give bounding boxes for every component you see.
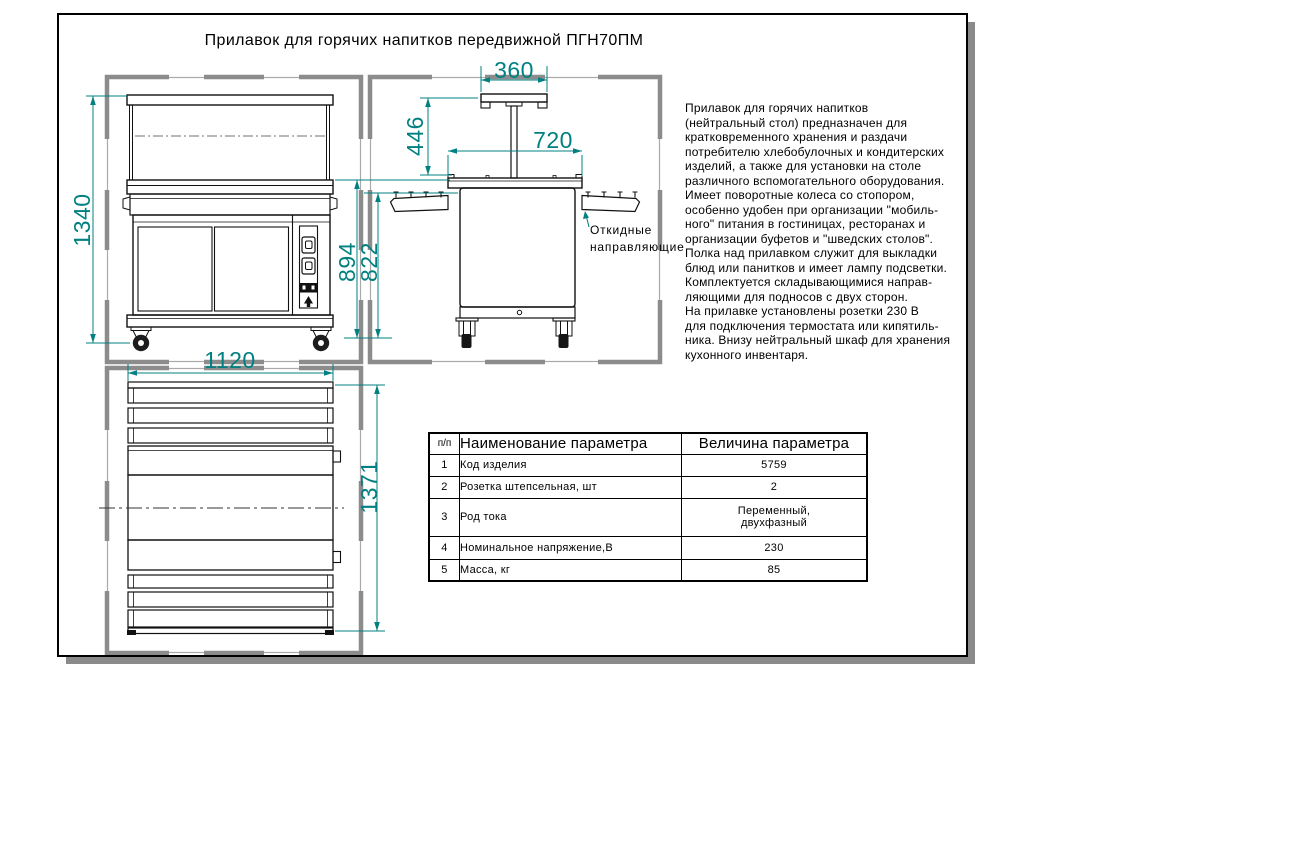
params-table bbox=[428, 432, 868, 582]
rails-callout-line1: Откидные bbox=[590, 223, 653, 237]
page-title: Прилавок для горячих напитков передвижной ПГН70ПМ bbox=[204, 32, 644, 49]
description-line: Имеет поворотные колеса со стопором, bbox=[685, 188, 915, 202]
description-line: особенно удобен при организации "мобиль- bbox=[685, 202, 939, 217]
dim-shelf-post-height bbox=[420, 98, 478, 175]
table-row: 2 Розетка штепсельная, шт 2 bbox=[429, 476, 867, 498]
counter-top-profile bbox=[448, 178, 582, 188]
body-profile bbox=[460, 188, 575, 307]
description-line: ника. Внизу нейтральный шкаф для хранения bbox=[685, 333, 951, 347]
description-line: кухонного инвентаря. bbox=[685, 347, 809, 362]
description-line: (нейтральный стол) предназначен для bbox=[685, 115, 908, 130]
description-line: Полка над прилавком служит для выкладки bbox=[685, 246, 938, 260]
dim-label-1120: 1120 bbox=[204, 347, 256, 373]
counter-edge-band2 bbox=[128, 540, 333, 570]
rail-slats-bottom bbox=[128, 575, 333, 627]
description-line: потребителю хлебобулочных и кондитерских bbox=[685, 144, 945, 159]
canopy-post-left bbox=[130, 105, 133, 180]
rails-callout-arrow bbox=[583, 211, 589, 227]
description-line: ляющими для подносов с двух сторон. bbox=[685, 289, 909, 304]
description-line: Прилавок для горячих напитков bbox=[685, 101, 869, 115]
description-line: различного вспомогательного оборудования. bbox=[685, 173, 945, 188]
description-line: На прилавке установлены розетки 230 В bbox=[685, 304, 919, 318]
shelf-post bbox=[511, 106, 517, 178]
counter-top-band bbox=[127, 180, 333, 194]
socket-top bbox=[302, 237, 315, 253]
dim-label-446: 446 bbox=[402, 116, 428, 156]
dim-label-720: 720 bbox=[533, 127, 573, 153]
rail-slats-top bbox=[128, 388, 333, 443]
caster-side-left bbox=[456, 318, 478, 348]
header-value: Величина параметра bbox=[682, 433, 868, 454]
hinge-tab-lower bbox=[333, 552, 341, 563]
description-line: для подключения термостата или кипятиль- bbox=[685, 318, 939, 333]
canopy-top bbox=[127, 95, 333, 105]
shelf-top bbox=[481, 94, 547, 102]
dim-label-1340: 1340 bbox=[69, 193, 95, 247]
frame-front-view bbox=[107, 77, 361, 362]
sliding-door-right bbox=[215, 227, 289, 311]
table-row: 5 Масса, кг 85 bbox=[429, 559, 867, 581]
table-row: 3 Род тока Переменный, двухфазный bbox=[429, 498, 867, 536]
bottom-edge bbox=[128, 628, 333, 634]
folding-rail-right bbox=[582, 196, 640, 212]
table-row: 4 Номинальное напряжение,В 230 bbox=[429, 536, 867, 559]
document-page bbox=[57, 13, 968, 657]
dim-label-360: 360 bbox=[494, 57, 534, 83]
caster-front-left bbox=[131, 327, 151, 351]
table-header-row bbox=[429, 433, 867, 454]
description-text bbox=[685, 101, 968, 362]
socket-bottom bbox=[302, 258, 315, 274]
base-frame bbox=[127, 315, 333, 327]
description-line: кратковременного хранения и раздачи bbox=[685, 130, 908, 144]
description-line: блюд или панитков и имеет лампу подсветки. bbox=[685, 260, 948, 275]
header-name: Наименование параметра bbox=[460, 433, 682, 454]
caster-front-right bbox=[311, 327, 331, 351]
switch-arrow-icon bbox=[304, 296, 313, 307]
folding-rail-left bbox=[391, 196, 449, 212]
dim-label-822: 822 bbox=[356, 242, 382, 282]
caster-side-right bbox=[553, 318, 575, 348]
description-line: ного" питания в гостиницах, ресторанах и bbox=[685, 217, 926, 231]
cabinet-body bbox=[133, 215, 330, 315]
rails-callout-line2: направляющие bbox=[590, 240, 685, 254]
rail-hook-left bbox=[123, 197, 130, 210]
description-line: изделий, а также для установки на столе bbox=[685, 159, 922, 173]
sliding-door-left bbox=[138, 227, 212, 311]
top-edge bbox=[128, 382, 333, 388]
dim-label-894: 894 bbox=[334, 242, 360, 282]
description-line: Комплектуется складывающимися направ- bbox=[685, 275, 933, 289]
header-num: п/п bbox=[429, 433, 460, 454]
rail-hook-right bbox=[330, 197, 337, 210]
front-view-drawing bbox=[123, 95, 337, 351]
hinge-tab-upper bbox=[333, 451, 341, 462]
top-view-drawing bbox=[99, 382, 344, 635]
table-row: 1 Код изделия 5759 bbox=[429, 454, 867, 476]
description-line: организации буфетов и "шведских столов". bbox=[685, 231, 934, 246]
canopy-post-right bbox=[327, 105, 330, 180]
dim-label-1371: 1371 bbox=[356, 460, 382, 514]
counter-band2 bbox=[130, 194, 330, 215]
